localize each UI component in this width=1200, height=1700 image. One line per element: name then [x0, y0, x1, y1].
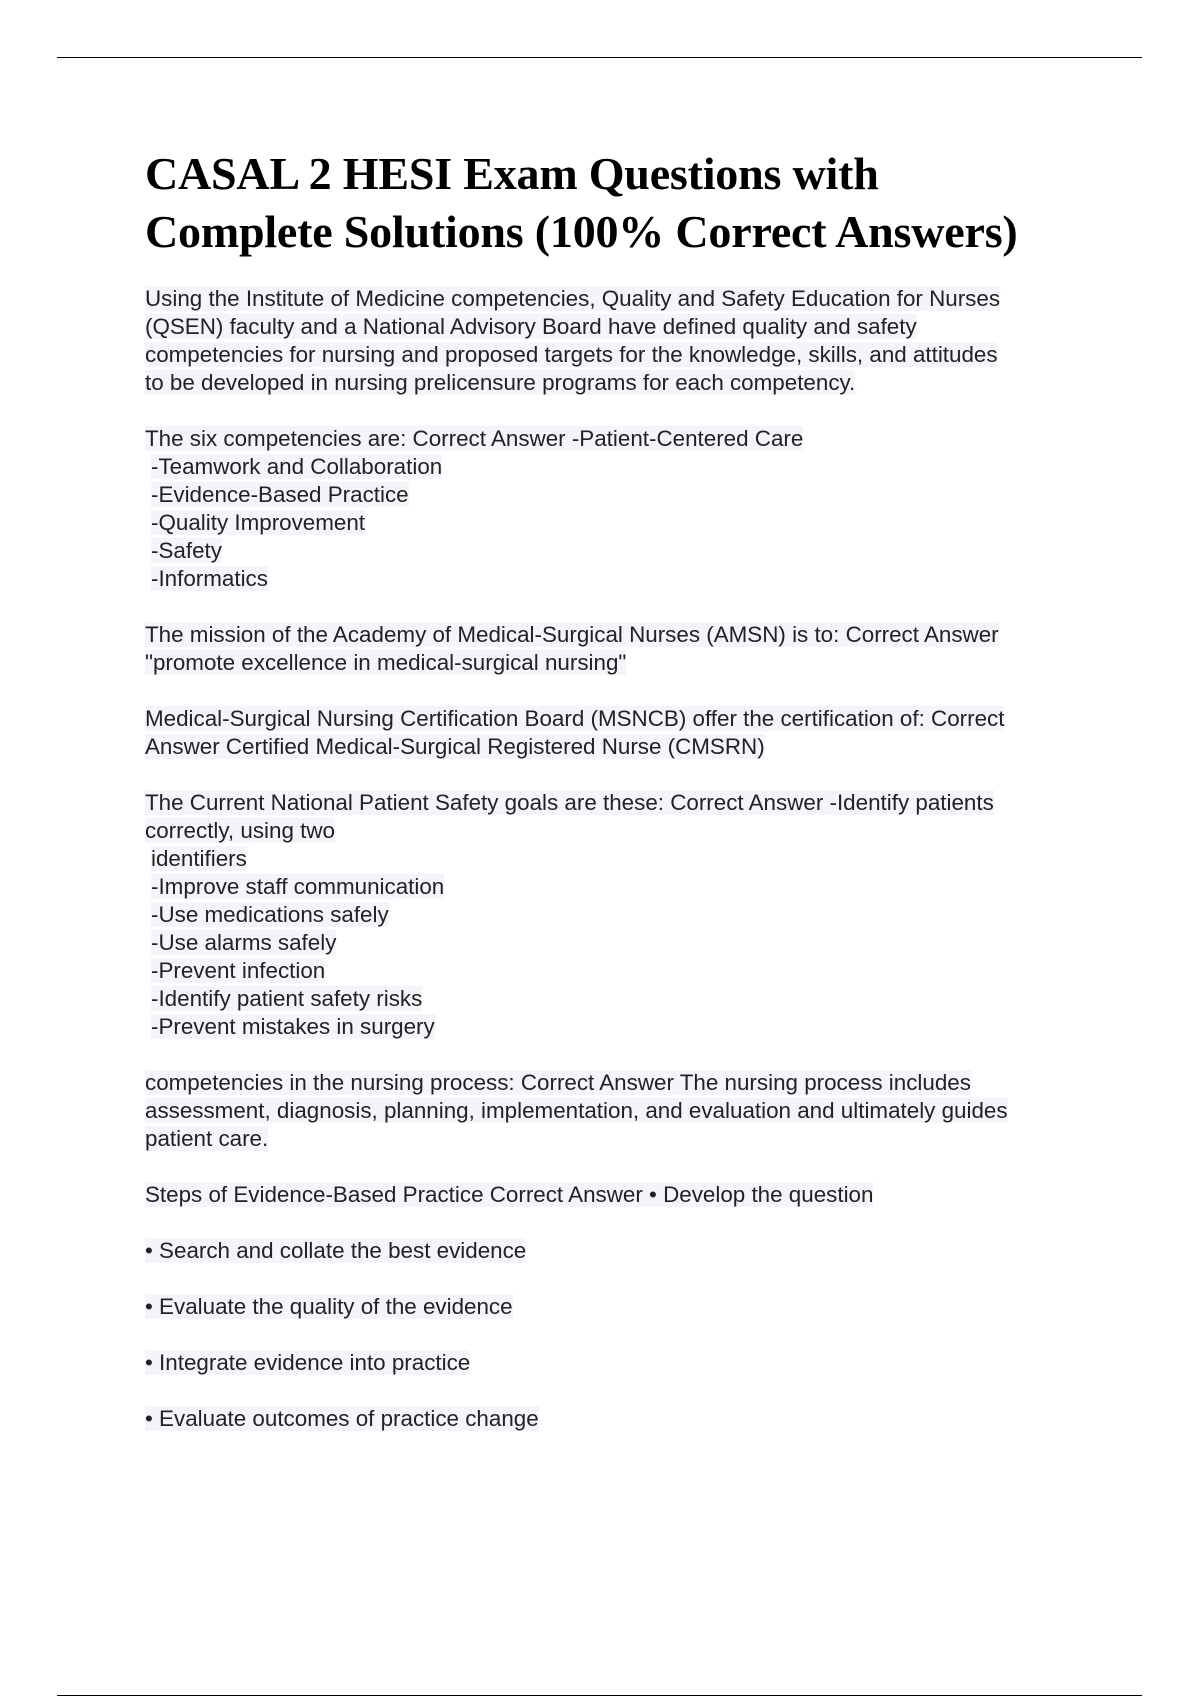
amsn-line: The mission of the Academy of Medical-Surgical Nurses (AMSN) is to: Correct Answer [145, 622, 999, 647]
msncb-qa [145, 705, 1085, 761]
amsn-qa [145, 621, 1085, 677]
competency-item: -Teamwork and Collaboration [151, 454, 443, 479]
safety-goal-item: -Use alarms safely [151, 930, 337, 955]
nursing-process-line: competencies in the nursing process: Correct Answer The nursing process includes [145, 1070, 971, 1095]
intro-line: (QSEN) faculty and a National Advisory Board have defined quality and safety [145, 314, 917, 339]
title-line-1: CASAL 2 HESI Exam Questions with [145, 148, 879, 199]
ebp-step [145, 1349, 1085, 1377]
msncb-line: Answer Certified Medical-Surgical Registered Nurse (CMSRN) [145, 734, 765, 759]
safety-goals-line: correctly, using two [145, 818, 335, 843]
intro-line: Using the Institute of Medicine competencies, Quality and Safety Education for Nurses [145, 286, 1001, 311]
title-line-2: Complete Solutions (100% Correct Answers) [145, 206, 1018, 257]
safety-goals-qa [145, 789, 1085, 1041]
ebp-question: Steps of Evidence-Based Practice Correct Answer • Develop the question [145, 1182, 874, 1207]
nursing-process-line: assessment, diagnosis, planning, implementation, and evaluation and ultimately guides [145, 1098, 1008, 1123]
intro-line: to be developed in nursing prelicensure programs for each competency. [145, 370, 856, 395]
bottom-rule [57, 1695, 1142, 1696]
ebp-step [145, 1237, 1085, 1265]
safety-goal-item: identifiers [151, 846, 247, 871]
nursing-process-line: patient care. [145, 1126, 269, 1151]
ebp-step [145, 1293, 1085, 1321]
ebp-steps-qa [145, 1181, 1085, 1209]
safety-goal-item: -Prevent infection [151, 958, 326, 983]
safety-goal-item: -Identify patient safety risks [151, 986, 423, 1011]
safety-goals-line: The Current National Patient Safety goals are these: Correct Answer -Identify patients [145, 790, 994, 815]
document-page [145, 145, 1085, 1461]
competency-item: -Quality Improvement [151, 510, 366, 535]
ebp-step-text: • Evaluate the quality of the evidence [145, 1294, 513, 1319]
ebp-step [145, 1405, 1085, 1433]
safety-goal-item: -Improve staff communication [151, 874, 445, 899]
competency-item: -Informatics [151, 566, 268, 591]
intro-line: competencies for nursing and proposed targets for the knowledge, skills, and attitudes [145, 342, 998, 367]
ebp-step-text: • Search and collate the best evidence [145, 1238, 527, 1263]
ebp-step-text: • Evaluate outcomes of practice change [145, 1406, 539, 1431]
amsn-line: "promote excellence in medical-surgical nursing" [145, 650, 627, 675]
safety-goal-item: -Prevent mistakes in surgery [151, 1014, 435, 1039]
intro-paragraph [145, 285, 1085, 397]
document-title [145, 145, 1085, 261]
top-rule [57, 57, 1142, 58]
msncb-line: Medical-Surgical Nursing Certification Board (MSNCB) offer the certification of: Correct [145, 706, 1005, 731]
six-competencies-question: The six competencies are: Correct Answer -Patient-Centered Care [145, 426, 804, 451]
ebp-step-text: • Integrate evidence into practice [145, 1350, 471, 1375]
six-competencies-qa [145, 425, 1085, 593]
competency-item: -Safety [151, 538, 222, 563]
competency-item: -Evidence-Based Practice [151, 482, 409, 507]
nursing-process-qa [145, 1069, 1085, 1153]
safety-goal-item: -Use medications safely [151, 902, 389, 927]
document-body [145, 285, 1085, 1433]
